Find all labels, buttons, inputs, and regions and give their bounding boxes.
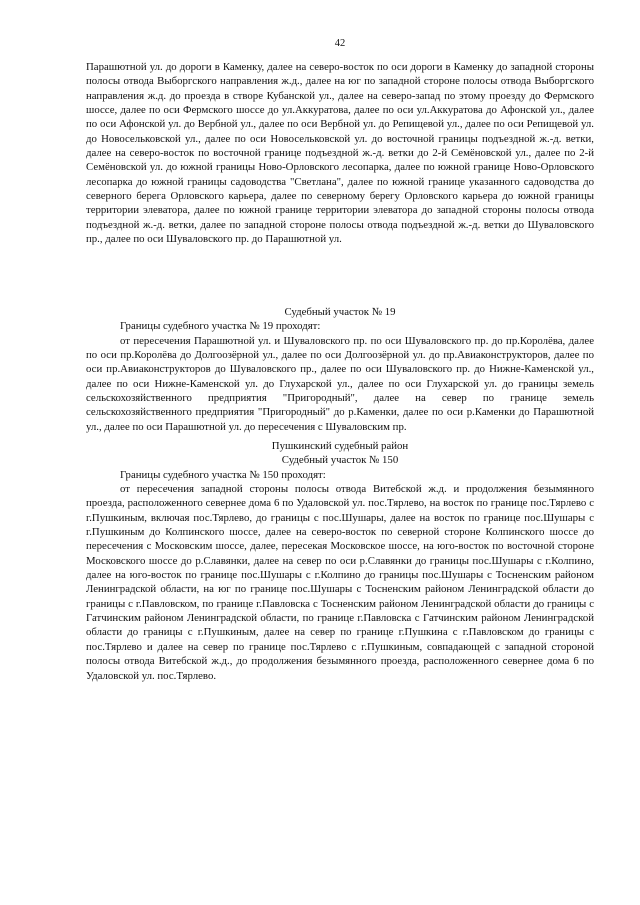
boundary-paragraph: Парашютной ул. до дороги в Каменку, далее на северо-восток по оси дороги в Каменку до западной стороны полосы отвода Выборгского направления ж.д., далее на юг по западной стороне полосы отвода Выборгского направления ж.д. до проезда в створе Кубанской ул., далее на северо-запад по этому проезду до Фермского шоссе, далее по оси Фермского шоссе до ул.Аккуратова, далее по оси ул.Аккуратова до Афонской ул., далее по оси Афонской ул. до Вербной ул., далее по оси Вербной ул. до Репищевой ул., далее по оси Репищевой ул. до Новосельковской ул., далее по оси Новосельковской ул. до восточной границы подъездной ж.-д. ветки, далее на северо-восток по восточной границе подъездной ж.-д. ветки до 2-й Семёновской ул., далее по 2-й Семёновской ул. до южной границы Ново-Орловского лесопарка, далее по южной границе Ново-Орловского лесопарка до южной границы садоводства "Светлана", далее по южной границе указанного садоводства до северного берега Орловского карьера, далее по северному берегу Орловского карьера до южной границы территории элеватора, далее по южной границе территории элеватора до западной стороны полосы отвода подъездной ж.-д. ветки, далее по западной стороне полосы отвода подъездной ж.-д. ветки до Шуваловского пр., далее по оси Шуваловского пр. до Парашютной ул.: [86, 61, 594, 246]
section-continuation: [86, 60, 594, 246]
boundary-paragraph: от пересечения западной стороны полосы отвода Витебской ж.д. и продолжения безымянного проезда, расположенного севернее дома 6 по Удаловской ул. пос.Тярлево, на восток по границе пос.Тярлево с г.Пушкиным, включая пос.Тярлево, до границы с пос.Шушары, далее на восток по границе пос.Шушары с г.Пушкиным до Колпинского шоссе, далее на северо-восток по северной стороне Колпинского шоссе до пересечения с Московским шоссе, далее, пересекая Московское шоссе, на юго-восток по восточной стороне Московского шоссе до р.Славянки, далее на север по оси р.Славянки до границы пос.Шушары с г.Колпино, далее на юго-восток по границе пос.Шушары с г.Колпино до границы пос.Шушары с Тосненским районом Ленинградской области, на юг по границе пос.Шушары с Тосненским районом Ленинградской области до границы с г.Павловском, по границе г.Павловска с Тосненским районом Ленинградской области до границы с Гатчинским районом Ленинградской области, по границе г.Павловска с Гатчинским районом Ленинградской области до границы с г.Пушкиным, далее на север по границе г.Пушкина с г.Павловском до границы с пос.Тярлево и далее на север по границе пос.Тярлево с г.Пушкиным, совпадающей с западной стороной полосы отвода Витебской ж.д., до продолжения безымянного проезда, расположенного севернее дома 6 по Удаловской ул. пос.Тярлево.: [86, 483, 594, 682]
section-heading: Судебный участок № 150: [281, 454, 399, 467]
section-intro: Границы судебного участка № 19 проходят:: [120, 320, 321, 333]
district-heading: Пушкинский судебный район: [271, 440, 409, 452]
section-intro: Границы судебного участка № 150 проходят:: [120, 468, 326, 481]
boundary-paragraph: от пересечения Парашютной ул. и Шуваловского пр. по оси Шуваловского пр. до пр.Королёва, далее по оси пр.Королёва до Долгоозёрной ул., далее по оси Долгоозёрной ул. до пр.Авиаконструкторов, далее по оси пр.Авиаконструкторов до Шуваловского пр., далее по оси Шуваловского пр. до Нижне-Каменской ул., далее по оси Нижне-Каменской ул. до Глухарской ул., далее по оси Глухарской ул. до границы земель сельскохозяйственного предприятия "Пригородный", далее на север по границе земель сельскохозяйственного предприятия "Пригородный" до р.Каменки, далее по оси р.Каменки до Парашютной ул., далее по оси Парашютной ул. до пересечения с Шуваловским пр.: [86, 334, 594, 433]
section-court-150: [86, 439, 594, 683]
section-court-19: [86, 305, 594, 434]
section-heading: Судебный участок № 19: [284, 306, 396, 318]
page-number: 42: [334, 38, 346, 49]
